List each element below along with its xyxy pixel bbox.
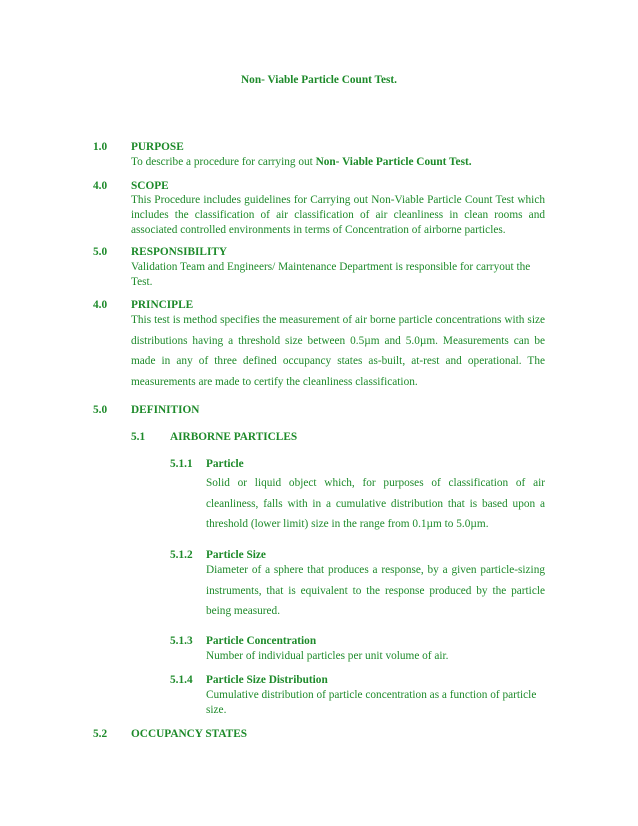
section-number: 5.0 bbox=[93, 246, 108, 258]
section-heading-principle: PRINCIPLE bbox=[131, 299, 194, 311]
item-text-particle-size-distribution: Cumulative distribution of particle concentration as a function of particle size. bbox=[206, 689, 537, 716]
principle-text: This test is method specifies the measurement of air borne particle concentrations with size distributions having a threshold size between 0.5µm and 5.0µm. Measurements can be made in any of three defined occupancy states as-built, at-rest and operational. The measurements are made to certify the cleanliness classification. bbox=[131, 314, 545, 388]
subsection-heading-airborne-particles: AIRBORNE PARTICLES bbox=[170, 431, 298, 443]
item-heading-particle-size: Particle Size bbox=[206, 549, 266, 561]
purpose-text-bold: Non- Viable Particle Count Test. bbox=[315, 156, 472, 168]
section-number: 4.0 bbox=[93, 299, 108, 311]
section-number: 5.0 bbox=[93, 404, 108, 416]
responsibility-text: Validation Team and Engineers/ Maintenance Department is responsible for carryout the Test. bbox=[131, 261, 531, 288]
purpose-text-prefix: To describe a procedure for carrying out bbox=[131, 156, 316, 168]
item-heading-particle: Particle bbox=[206, 458, 244, 470]
item-number: 5.1.4 bbox=[170, 674, 193, 686]
purpose-text bbox=[131, 155, 545, 170]
section-heading-scope: SCOPE bbox=[131, 180, 169, 192]
item-number: 5.1.2 bbox=[170, 549, 193, 561]
section-number: 4.0 bbox=[93, 180, 108, 192]
page-title: Non- Viable Particle Count Test. bbox=[241, 74, 397, 86]
subsection-number: 5.1 bbox=[131, 431, 146, 443]
section-number: 1.0 bbox=[93, 141, 108, 153]
item-number: 5.1.1 bbox=[170, 458, 193, 470]
section-heading-definition: DEFINITION bbox=[131, 404, 200, 416]
item-heading-particle-size-distribution: Particle Size Distribution bbox=[206, 674, 328, 686]
scope-text: This Procedure includes guidelines for Carrying out Non-Viable Particle Count Test which includes the classification of air classification of air cleanliness in clean rooms and associated controlled environments in terms of Concentration of airborne particles. bbox=[131, 194, 545, 236]
section-heading-purpose: PURPOSE bbox=[131, 141, 184, 153]
item-number: 5.1.3 bbox=[170, 635, 193, 647]
item-text-particle-size: Diameter of a sphere that produces a response, by a given particle-sizing instruments, that is equivalent to the response produced by the particle being measured. bbox=[206, 564, 545, 617]
item-text-particle: Solid or liquid object which, for purposes of classification of air cleanliness, falls with in a cumulative distribution that is based upon a threshold (lower limit) size in the range from 0.1µm to 5.0µm. bbox=[206, 477, 545, 530]
subsection-number: 5.2 bbox=[93, 728, 108, 740]
section-heading-responsibility: RESPONSIBILITY bbox=[131, 246, 228, 258]
subsection-heading-occupancy-states: OCCUPANCY STATES bbox=[131, 728, 248, 740]
item-heading-particle-concentration: Particle Concentration bbox=[206, 635, 317, 647]
item-text-particle-concentration: Number of individual particles per unit volume of air. bbox=[206, 650, 449, 662]
